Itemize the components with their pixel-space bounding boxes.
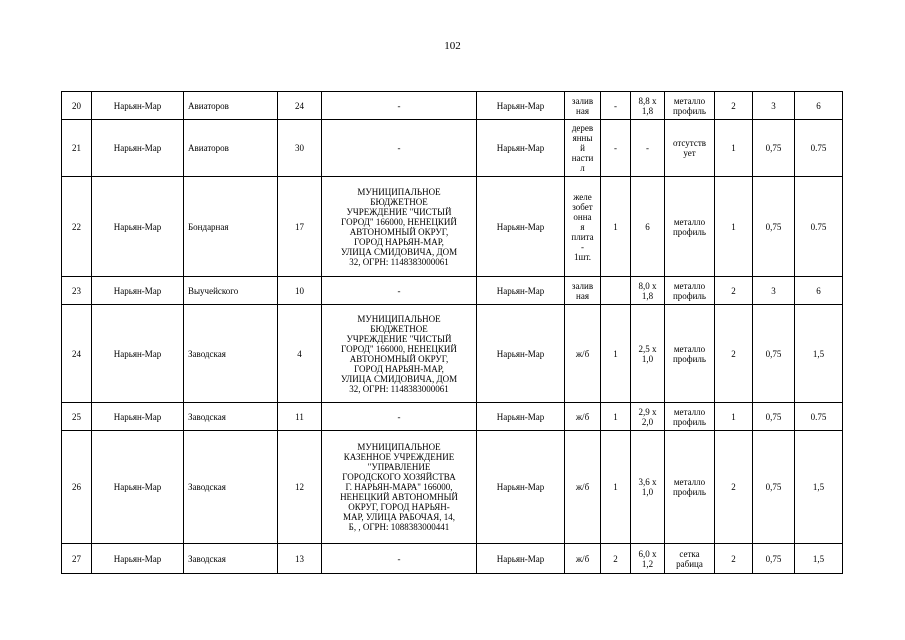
planned-containers-cell: 2 — [715, 277, 753, 305]
page-number: 102 — [444, 40, 461, 52]
container-volume-cell: 0,75 — [753, 544, 795, 574]
container-volume-cell: 3 — [753, 92, 795, 120]
street-cell: Заводская — [184, 305, 278, 403]
site-area-cell: 8,8 х 1,8 — [631, 92, 665, 120]
row-number: 26 — [62, 431, 92, 544]
site-area-cell: 2,9 х 2,0 — [631, 403, 665, 431]
site-area-cell: - — [631, 120, 665, 177]
row-number: 22 — [62, 177, 92, 277]
owner-cell: - — [322, 277, 477, 305]
registry-table — [61, 91, 843, 574]
settlement-cell: Нарьян-Мар — [92, 177, 184, 277]
table-row — [62, 177, 843, 277]
surface-cell: ж/б — [565, 403, 601, 431]
locality-cell: Нарьян-Мар — [477, 305, 565, 403]
locality-cell: Нарьян-Мар — [477, 120, 565, 177]
existing-containers-cell: 2 — [601, 544, 631, 574]
total-volume-cell: 0.75 — [795, 177, 843, 277]
total-volume-cell: 1,5 — [795, 305, 843, 403]
fence-cell: отсутств ует — [665, 120, 715, 177]
container-volume-cell: 0,75 — [753, 403, 795, 431]
street-cell: Бондарная — [184, 177, 278, 277]
locality-cell: Нарьян-Мар — [477, 92, 565, 120]
owner-cell: МУНИЦИПАЛЬНОЕ БЮДЖЕТНОЕ УЧРЕЖДЕНИЕ "ЧИСТЫЙ ГОРОД" 166000, НЕНЕЦКИЙ АВТОНОМНЫЙ ОКРУГ, ГОРОД НАРЬЯН-МАР, УЛИЦА СМИДОВИЧА, ДОМ 32, ОГРН: 1148383000061 — [322, 305, 477, 403]
house-number-cell: 4 — [278, 305, 322, 403]
settlement-cell: Нарьян-Мар — [92, 277, 184, 305]
row-number: 20 — [62, 92, 92, 120]
settlement-cell: Нарьян-Мар — [92, 544, 184, 574]
planned-containers-cell: 2 — [715, 92, 753, 120]
street-cell: Авиаторов — [184, 120, 278, 177]
existing-containers-cell: 1 — [601, 431, 631, 544]
surface-cell: ж/б — [565, 305, 601, 403]
planned-containers-cell: 1 — [715, 177, 753, 277]
existing-containers-cell: - — [601, 92, 631, 120]
surface-cell: залив ная — [565, 92, 601, 120]
container-volume-cell: 0,75 — [753, 305, 795, 403]
site-area-cell: 2,5 х 1,0 — [631, 305, 665, 403]
owner-cell: МУНИЦИПАЛЬНОЕ БЮДЖЕТНОЕ УЧРЕЖДЕНИЕ "ЧИСТЫЙ ГОРОД" 166000, НЕНЕЦКИЙ АВТОНОМНЫЙ ОКРУГ, ГОРОД НАРЬЯН-МАР, УЛИЦА СМИДОВИЧА, ДОМ 32, ОГРН: 1148383000061 — [322, 177, 477, 277]
house-number-cell: 10 — [278, 277, 322, 305]
house-number-cell: 11 — [278, 403, 322, 431]
surface-cell: ж/б — [565, 431, 601, 544]
house-number-cell: 17 — [278, 177, 322, 277]
fence-cell: металло профиль — [665, 431, 715, 544]
planned-containers-cell: 1 — [715, 120, 753, 177]
existing-containers-cell — [601, 277, 631, 305]
existing-containers-cell: 1 — [601, 403, 631, 431]
surface-cell: ж/б — [565, 544, 601, 574]
total-volume-cell: 1,5 — [795, 544, 843, 574]
house-number-cell: 24 — [278, 92, 322, 120]
row-number: 21 — [62, 120, 92, 177]
street-cell: Заводская — [184, 431, 278, 544]
fence-cell: сетка рабица — [665, 544, 715, 574]
table-row — [62, 92, 843, 120]
existing-containers-cell: 1 — [601, 305, 631, 403]
settlement-cell: Нарьян-Мар — [92, 403, 184, 431]
settlement-cell: Нарьян-Мар — [92, 92, 184, 120]
house-number-cell: 12 — [278, 431, 322, 544]
total-volume-cell: 6 — [795, 277, 843, 305]
site-area-cell: 3,6 х 1,0 — [631, 431, 665, 544]
table-row — [62, 120, 843, 177]
total-volume-cell: 0.75 — [795, 403, 843, 431]
surface-cell: залив ная — [565, 277, 601, 305]
site-area-cell: 6 — [631, 177, 665, 277]
row-number: 23 — [62, 277, 92, 305]
row-number: 24 — [62, 305, 92, 403]
table-row — [62, 431, 843, 544]
surface-cell: дерев янны й насти л — [565, 120, 601, 177]
fence-cell: металло профиль — [665, 177, 715, 277]
locality-cell: Нарьян-Мар — [477, 431, 565, 544]
locality-cell: Нарьян-Мар — [477, 403, 565, 431]
table-row — [62, 544, 843, 574]
planned-containers-cell: 2 — [715, 544, 753, 574]
house-number-cell: 30 — [278, 120, 322, 177]
owner-cell: - — [322, 403, 477, 431]
owner-cell: - — [322, 120, 477, 177]
table-row — [62, 277, 843, 305]
surface-cell: желе зобет онна я плита - 1шт. — [565, 177, 601, 277]
locality-cell: Нарьян-Мар — [477, 177, 565, 277]
table-row — [62, 403, 843, 431]
fence-cell: металло профиль — [665, 92, 715, 120]
street-cell: Выучейского — [184, 277, 278, 305]
locality-cell: Нарьян-Мар — [477, 277, 565, 305]
fence-cell: металло профиль — [665, 403, 715, 431]
owner-cell: - — [322, 92, 477, 120]
planned-containers-cell: 2 — [715, 305, 753, 403]
total-volume-cell: 0.75 — [795, 120, 843, 177]
fence-cell: металло профиль — [665, 305, 715, 403]
row-number: 25 — [62, 403, 92, 431]
settlement-cell: Нарьян-Мар — [92, 120, 184, 177]
house-number-cell: 13 — [278, 544, 322, 574]
site-area-cell: 6,0 х 1,2 — [631, 544, 665, 574]
planned-containers-cell: 2 — [715, 431, 753, 544]
site-area-cell: 8,0 х 1,8 — [631, 277, 665, 305]
container-volume-cell: 0,75 — [753, 120, 795, 177]
table-row — [62, 305, 843, 403]
total-volume-cell: 1,5 — [795, 431, 843, 544]
planned-containers-cell: 1 — [715, 403, 753, 431]
existing-containers-cell: 1 — [601, 177, 631, 277]
row-number: 27 — [62, 544, 92, 574]
settlement-cell: Нарьян-Мар — [92, 305, 184, 403]
street-cell: Авиаторов — [184, 92, 278, 120]
settlement-cell: Нарьян-Мар — [92, 431, 184, 544]
owner-cell: МУНИЦИПАЛЬНОЕ КАЗЕННОЕ УЧРЕЖДЕНИЕ "УПРАВЛЕНИЕ ГОРОДСКОГО ХОЗЯЙСТВА Г. НАРЬЯН-МАРА" 166000, НЕНЕЦКИЙ АВТОНОМНЫЙ ОКРУГ, ГОРОД НАРЬЯН- МАР, УЛИЦА РАБОЧАЯ, 14, Б, , ОГРН: 1088383000441 — [322, 431, 477, 544]
fence-cell: металло профиль — [665, 277, 715, 305]
street-cell: Заводская — [184, 403, 278, 431]
container-volume-cell: 3 — [753, 277, 795, 305]
container-volume-cell: 0,75 — [753, 431, 795, 544]
container-volume-cell: 0,75 — [753, 177, 795, 277]
locality-cell: Нарьян-Мар — [477, 544, 565, 574]
street-cell: Заводская — [184, 544, 278, 574]
existing-containers-cell: - — [601, 120, 631, 177]
owner-cell: - — [322, 544, 477, 574]
total-volume-cell: 6 — [795, 92, 843, 120]
